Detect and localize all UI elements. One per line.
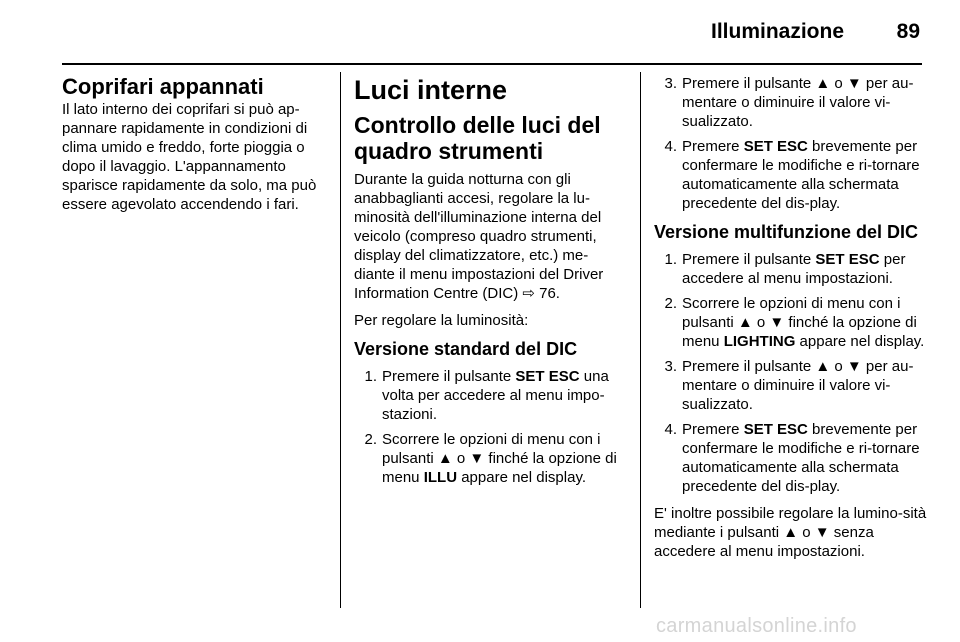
paragraph-coprifari: Il lato interno dei coprifari si può ap-pannare rapidamente in condizioni di clima umido e freddo, forte pioggia o dopo il lavaggio. L'appannamento sparisce rapidamente da solo, ma può essere agevolato accendendo i fari. [62,101,317,213]
paragraph-closing: E' inoltre possibile regolare la lumino-sità mediante i pulsanti ▲ o ▼ senza accedere al menu impostazioni. [654,505,927,560]
step-text-pre: Premere il pulsante [682,251,816,268]
step-text-pre: Premere il pulsante ▲ o ▼ per au-mentare o diminuire il valore vi-sualizzato. [682,75,914,130]
step-number: 3. [664,358,677,375]
step-text [382,367,626,424]
step-text [682,357,928,414]
list-item [654,250,928,288]
menu-option-name: ILLU [423,469,458,486]
menu-option-name: LIGHTING [723,333,796,350]
subheading-controllo-luci: Controllo delle luci del quadro strumenti [354,112,601,164]
step-number: 2. [664,295,677,312]
step-number: 2. [364,431,377,448]
step-text-post: per accedere al menu impostazioni. [682,251,906,287]
step-text-post: appare nel display. [795,333,925,350]
step-text-pre: Premere il pulsante [382,368,516,385]
column-1 [62,74,328,214]
header-divider [62,63,922,65]
list-item [354,430,626,487]
list-item [654,420,928,496]
page-number: 89 [896,20,920,43]
list-item [654,137,928,213]
step-number: 3. [664,75,677,92]
column-divider-2 [640,72,641,608]
watermark: carmanualsonline.info [656,615,857,637]
step-text-post: brevemente per confermare le modifiche e ri-tornare automaticamente alla schermata precedente del dis-play. [682,421,920,495]
steps-dic-standard [354,367,626,487]
step-text [682,294,928,351]
step-number: 1. [364,368,377,385]
step-text-pre: Scorrere le opzioni di menu con i pulsanti ▲ o ▼ finché la opzione di menu [382,431,617,486]
step-number: 4. [664,421,677,438]
paragraph-instruction: Per regolare la luminosità: [354,312,529,329]
chapter-heading-luci-interne: Luci interne [354,75,508,105]
column-3 [654,74,928,569]
section-heading-coprifari: Coprifari appannati [62,74,264,99]
column-2 [354,74,626,495]
step-text-post: brevemente per confermare le modifiche e ri-tornare automaticamente alla schermata precedente del dis-play. [682,138,920,212]
step-text-pre: Scorrere le opzioni di menu con i pulsanti ▲ o ▼ finché la opzione di menu [682,295,917,350]
list-item [654,357,928,414]
step-text [682,74,928,131]
steps-dic-standard-continued [654,74,928,213]
section-heading-dic-multifunzione: Versione multifunzione del DIC [654,222,919,242]
step-text [682,137,928,213]
button-name: SET ESC [743,138,808,155]
steps-dic-multifunzione [654,250,928,496]
step-text-pre: Premere [682,421,744,438]
list-item [654,294,928,351]
page-header-title: Illuminazione [710,20,844,43]
list-item [654,74,928,131]
step-text-post: appare nel display. [457,469,587,486]
button-name: SET ESC [743,421,808,438]
step-text-pre: Premere il pulsante ▲ o ▼ per au-mentare o diminuire il valore vi-sualizzato. [682,358,914,413]
button-name: SET ESC [515,368,580,385]
step-text [682,420,928,496]
step-text [382,430,626,487]
list-item [354,367,626,424]
step-text [682,250,928,288]
step-number: 4. [664,138,677,155]
column-divider-1 [340,72,341,608]
section-heading-dic-standard: Versione standard del DIC [354,339,578,359]
button-name: SET ESC [815,251,880,268]
step-text-pre: Premere [682,138,744,155]
paragraph-intro: Durante la guida notturna con gli anabbaglianti accesi, regolare la lu-minosità dell'illuminazione interna del veicolo (compreso quadro strumenti, display del climatizzatore, etc.) me-diante il menu impostazioni del Driver Information Centre (DIC) ⇨ 76. [354,171,604,302]
step-number: 1. [664,251,677,268]
step-text-post: una volta per accedere al menu impo-stazioni. [382,368,609,423]
